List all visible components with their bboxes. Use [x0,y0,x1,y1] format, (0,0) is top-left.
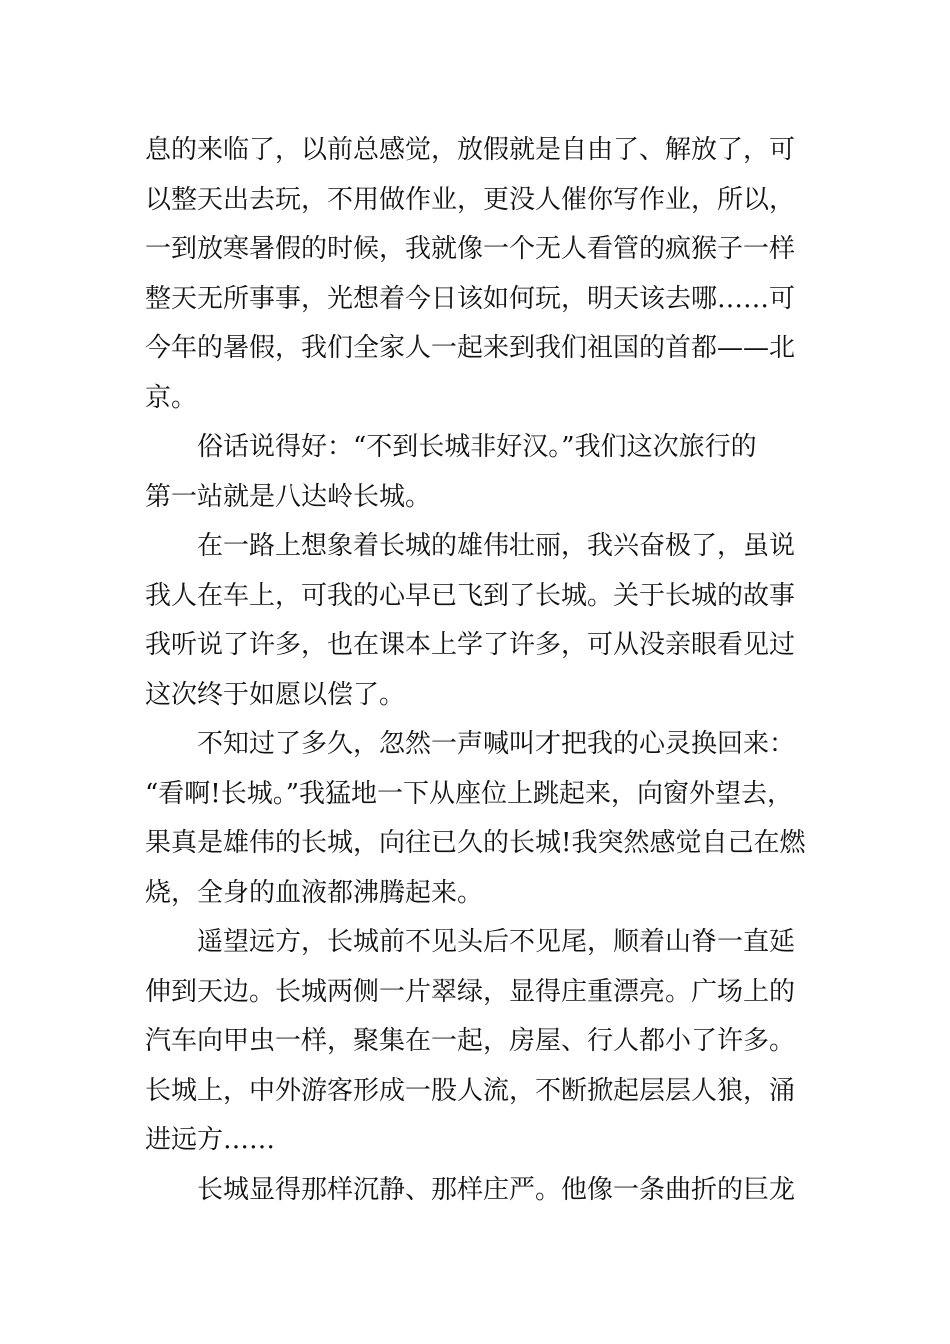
paragraph-first-line: 在一路上想象着长城的雄伟壮丽，我兴奋极了，虽说 [197,531,796,561]
text-line: 我人在车上，可我的心早已飞到了长城。关于长城的故事 [145,580,796,611]
paragraph-first-line: 长城显得那样沉静、那样庄严。他像一条曲折的巨龙 [197,1174,796,1205]
text-line: 息的来临了，以前总感觉，放假就是自由了、解放了，可 [145,135,796,165]
text-line: 我听说了许多，也在课本上学了许多，可从没亲眼看见过 [145,630,796,660]
paragraph-first-line: 不知过了多久，忽然一声喊叫才把我的心灵换回来： [197,729,796,759]
text-line: 这次终于如愿以偿了。 [145,679,406,710]
text-line: 进远方…… [145,1125,276,1155]
text-line: “看啊!长城。”我猛地一下从座位上跳起来，向窗外望去， [145,778,794,809]
text-line: 长城上，中外游客形成一股人流，不断掀起层层人狼，涌 [145,1075,796,1106]
text-line: 以整天出去玩，不用做作业，更没人催你写作业，所以， [145,184,796,215]
text-line: 京。 [145,382,198,413]
paragraph-first-line: 俗话说得好：“不到长城非好汉。”我们这次旅行的 [197,432,757,462]
paragraph-first-line: 遥望远方，长城前不见头后不见尾，顺着山脊一直延 [197,927,796,957]
text-line: 今年的暑假，我们全家人一起来到我们祖国的首都——北 [145,333,796,363]
text-line: 汽车向甲虫一样，聚集在一起，房屋、行人都小了许多。 [145,1026,796,1056]
text-line: 果真是雄伟的长城，向往已久的长城!我突然感觉自己在燃 [145,828,806,858]
text-line: 一到放寒暑假的时候，我就像一个无人看管的疯猴子一样 [145,234,796,264]
text-line: 第一站就是八达岭长城。 [145,481,432,512]
text-line: 伸到天边。长城两侧一片翠绿，显得庄重漂亮。广场上的 [145,976,796,1007]
text-line: 整天无所事事，光想着今日该如何玩，明天该去哪……可 [145,283,796,314]
essay-text [145,126,815,1215]
text-line: 烧，全身的血液都沸腾起来。 [145,877,484,908]
